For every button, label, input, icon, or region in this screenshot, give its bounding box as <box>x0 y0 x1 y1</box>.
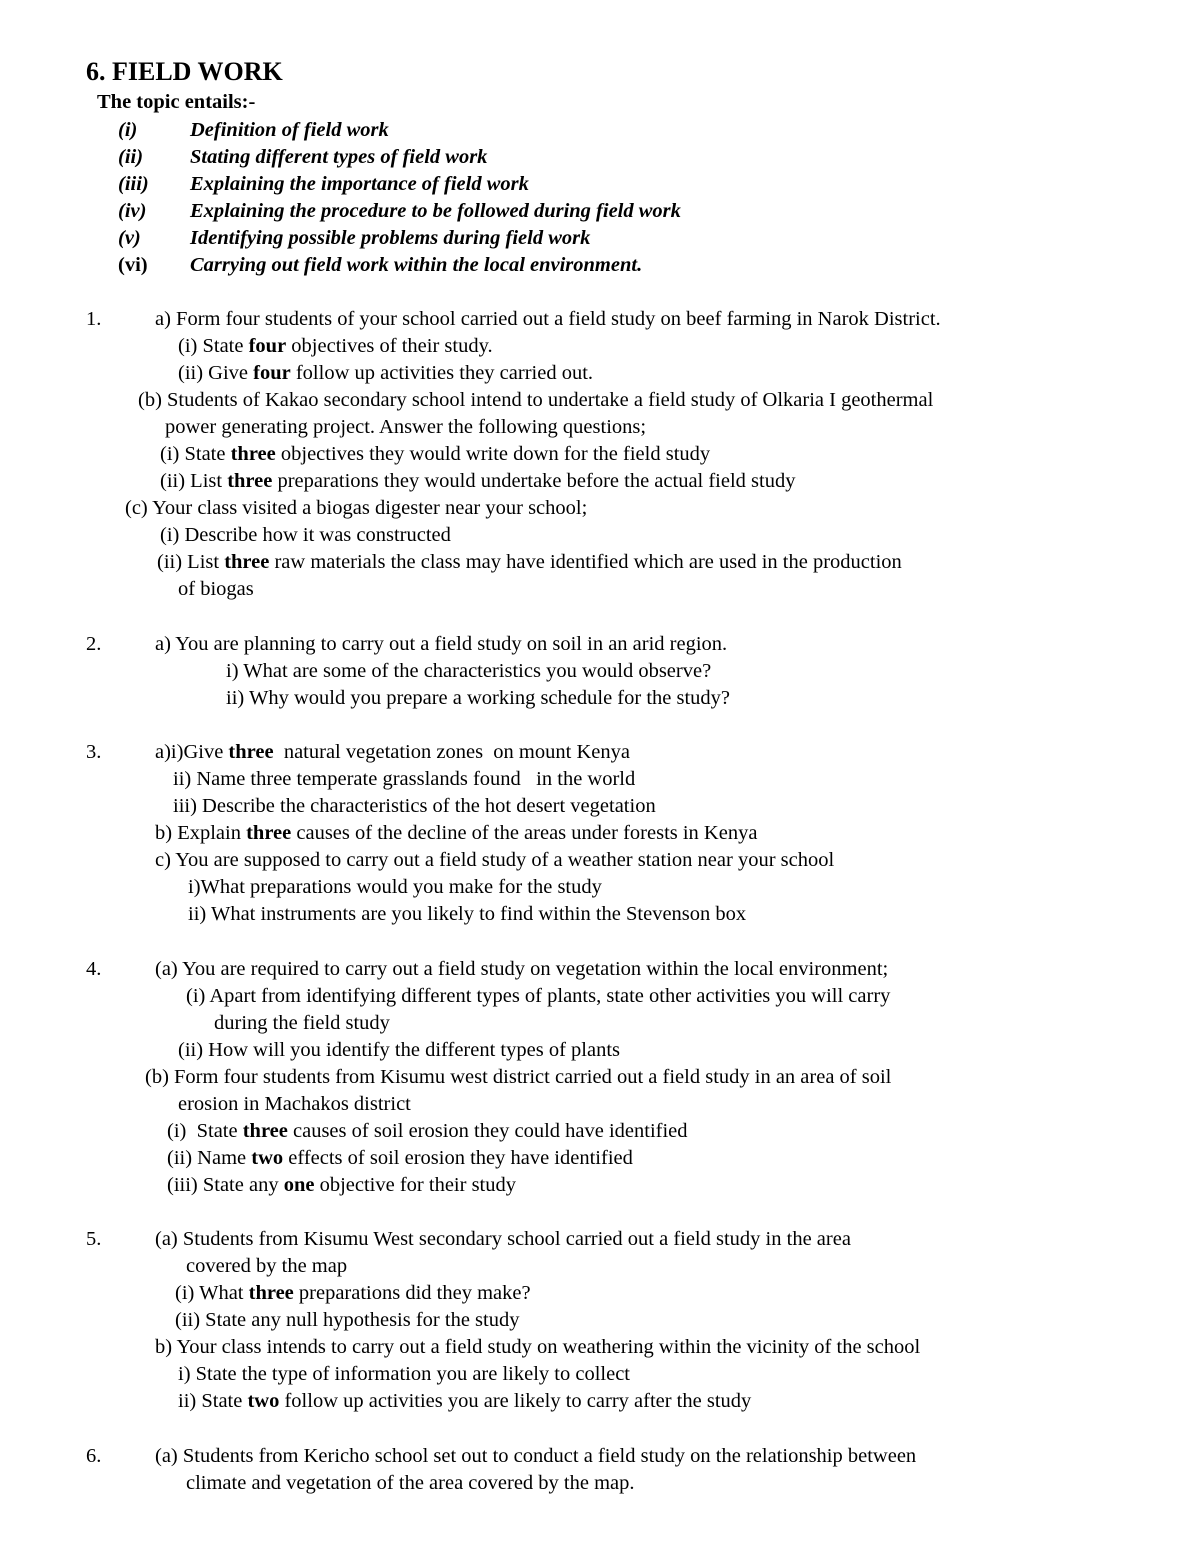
sub-question: ii) Name three temperate grasslands found in the world <box>173 768 636 790</box>
question-part: (a) Students from Kisumu West secondary school carried out a field study in the area <box>155 1228 851 1250</box>
question-part-continued: erosion in Machakos district <box>178 1093 411 1115</box>
question-part: (b) Students of Kakao secondary school intend to undertake a field study of Olkaria I geothermal <box>138 389 934 411</box>
question-number: 6. <box>86 1445 102 1467</box>
question-number: 1. <box>86 308 102 330</box>
question-number: 2. <box>86 633 102 655</box>
sub-question-continued: of biogas <box>178 578 254 600</box>
sub-question: (ii) List three preparations they would undertake before the actual field study <box>160 470 796 492</box>
topic-text: Carrying out field work within the local environment. <box>190 254 643 276</box>
question-part: (c) Your class visited a biogas digester near your school; <box>125 497 588 519</box>
question-part-continued: covered by the map <box>186 1255 348 1277</box>
sub-question: (i) Apart from identifying different types of plants, state other activities you will carry <box>186 985 891 1007</box>
topic-number: (iv) <box>118 200 147 222</box>
topic-text: Stating different types of field work <box>190 146 488 168</box>
sub-question: (i) Describe how it was constructed <box>160 524 451 546</box>
sub-question: iii) Describe the characteristics of the hot desert vegetation <box>173 795 656 817</box>
topic-number: (i) <box>118 119 138 141</box>
question-part: (a) You are required to carry out a field study on vegetation within the local environment; <box>155 958 889 980</box>
sub-question: a)i)Give three natural vegetation zones on mount Kenya <box>155 741 630 763</box>
question-part: b) Explain three causes of the decline of the areas under forests in Kenya <box>155 822 758 844</box>
question-number: 4. <box>86 958 102 980</box>
question-number: 5. <box>86 1228 102 1250</box>
topic-number: (ii) <box>118 146 144 168</box>
topic-text: Explaining the procedure to be followed during field work <box>190 200 681 222</box>
topic-number: (vi) <box>118 254 148 276</box>
sub-question: (i) What three preparations did they make? <box>175 1282 531 1304</box>
sub-question: (i) State three objectives they would write down for the field study <box>160 443 711 465</box>
question-part: (a) Students from Kericho school set out to conduct a field study on the relationship between <box>155 1445 917 1467</box>
question-part: c) You are supposed to carry out a field study of a weather station near your school <box>155 849 835 871</box>
topic-number: (v) <box>118 227 141 249</box>
page-title: 6. FIELD WORK <box>86 57 283 86</box>
question-number: 3. <box>86 741 102 763</box>
sub-question: (i) State three causes of soil erosion they could have identified <box>167 1120 688 1142</box>
sub-question: (iii) State any one objective for their study <box>167 1174 516 1196</box>
sub-question: (i) State four objectives of their study. <box>178 335 493 357</box>
question-part: a) You are planning to carry out a field study on soil in an arid region. <box>155 633 728 655</box>
sub-question: (ii) State any null hypothesis for the study <box>175 1309 520 1331</box>
topic-text: Definition of field work <box>190 119 389 141</box>
sub-question: i)What preparations would you make for the study <box>188 876 602 898</box>
question-part-continued: climate and vegetation of the area covered by the map. <box>186 1472 635 1494</box>
sub-question: ii) What instruments are you likely to find within the Stevenson box <box>188 903 747 925</box>
sub-question: (ii) Name two effects of soil erosion they have identified <box>167 1147 633 1169</box>
question-part: (b) Form four students from Kisumu west district carried out a field study in an area of soil <box>145 1066 892 1088</box>
topic-number: (iii) <box>118 173 149 195</box>
topic-intro: The topic entails:- <box>97 91 256 113</box>
sub-question-continued: during the field study <box>214 1012 390 1034</box>
topic-text: Identifying possible problems during field work <box>190 227 591 249</box>
question-part-continued: power generating project. Answer the following questions; <box>165 416 647 438</box>
sub-question: (ii) List three raw materials the class may have identified which are used in the production <box>157 551 902 573</box>
sub-question: i) State the type of information you are likely to collect <box>178 1363 631 1385</box>
sub-question: (ii) Give four follow up activities they carried out. <box>178 362 594 384</box>
topic-text: Explaining the importance of field work <box>190 173 529 195</box>
question-part: a) Form four students of your school carried out a field study on beef farming in Narok District. <box>155 308 941 330</box>
sub-question: ii) State two follow up activities you are likely to carry after the study <box>178 1390 752 1412</box>
sub-question: (ii) How will you identify the different types of plants <box>178 1039 620 1061</box>
question-part: b) Your class intends to carry out a field study on weathering within the vicinity of the school <box>155 1336 921 1358</box>
sub-question: ii) Why would you prepare a working schedule for the study? <box>226 687 731 709</box>
sub-question: i) What are some of the characteristics you would observe? <box>226 660 712 682</box>
